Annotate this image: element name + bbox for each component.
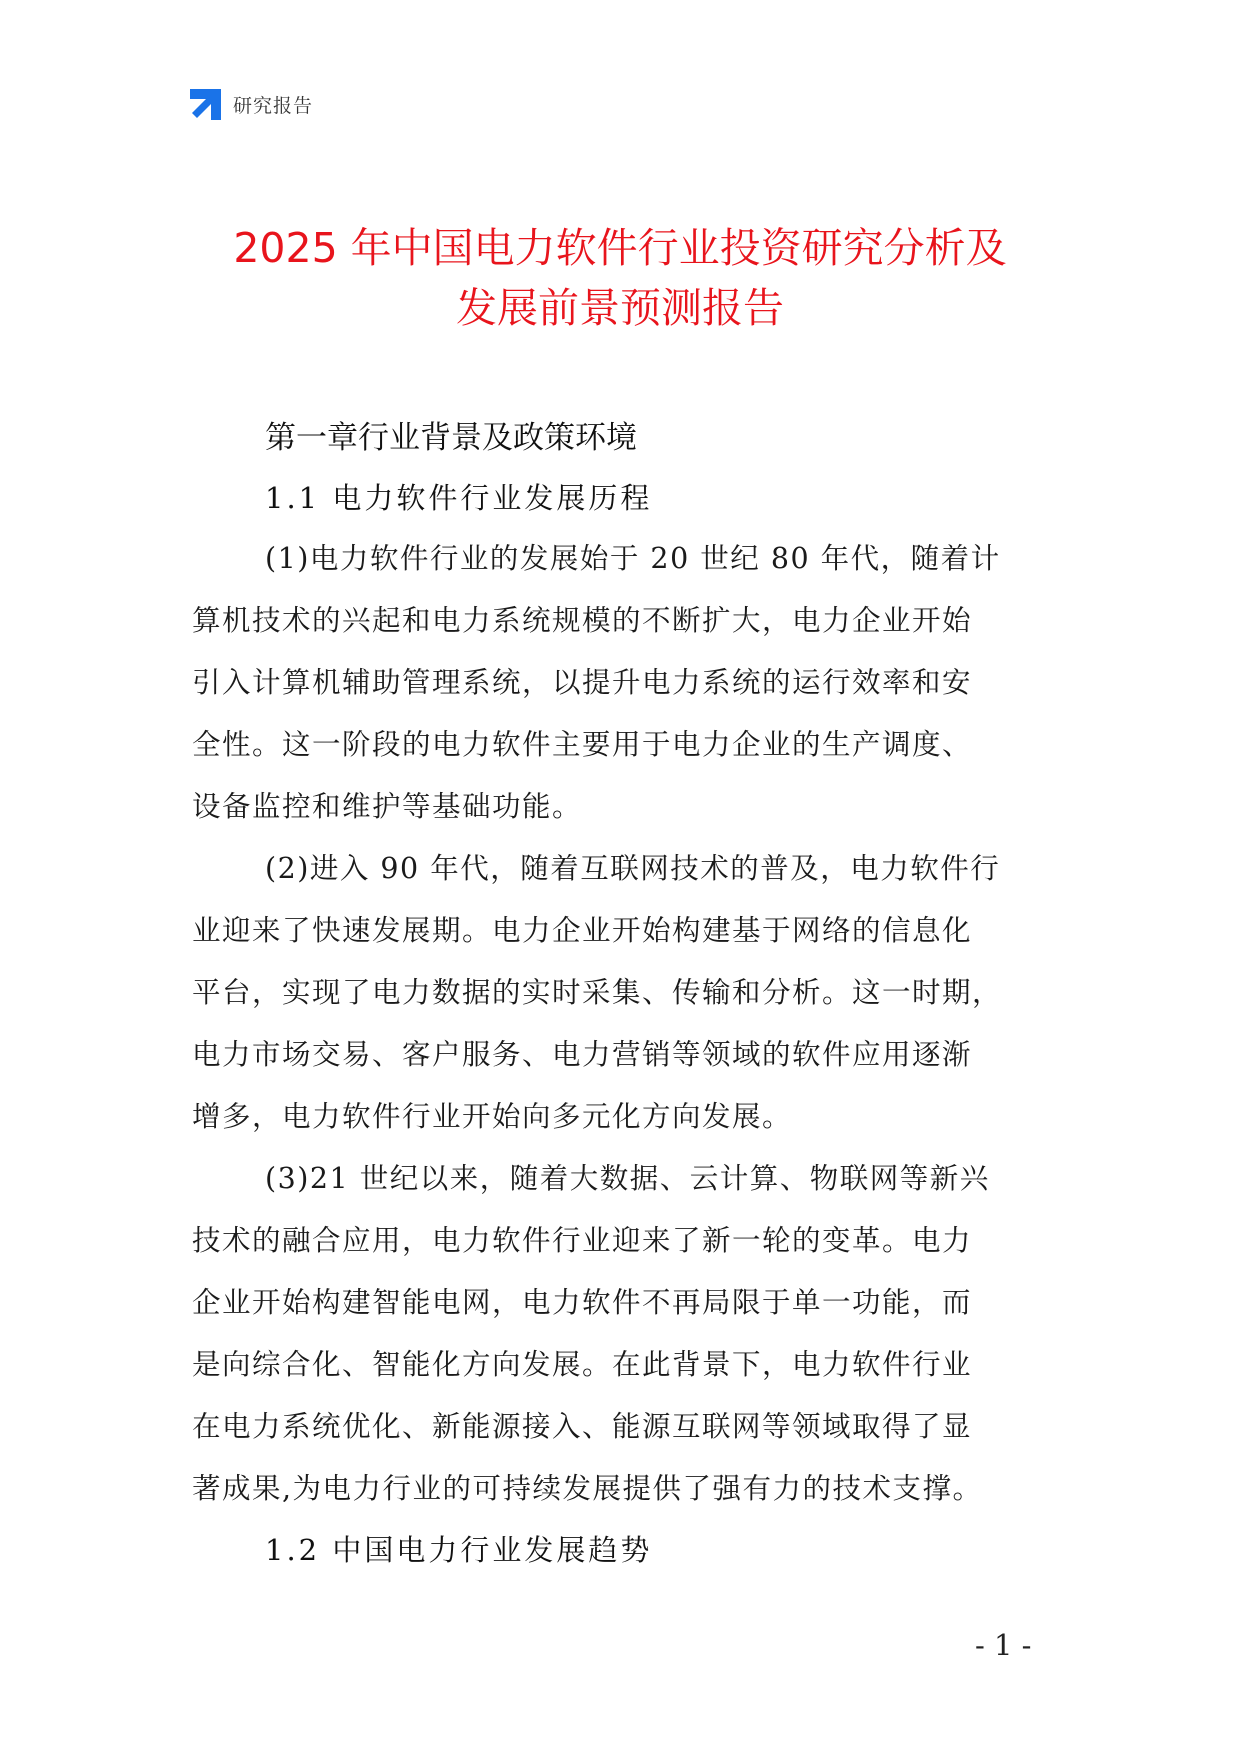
report-title (120, 218, 1120, 338)
paragraph-line: 技术的融合应用，电力软件行业迎来了新一轮的变革。电力 (192, 1224, 973, 1257)
paragraph-2 (192, 838, 1052, 1148)
paragraph-line: 业迎来了快速发展期。电力企业开始构建基于网络的信息化 (192, 914, 973, 947)
section-heading-1-2: 1.2 中国电力行业发展趋势 (265, 1533, 653, 1567)
paragraph-line: (2)进入 90 年代，随着互联网技术的普及，电力软件行 (265, 852, 1001, 885)
paragraph-line: 算机技术的兴起和电力系统规模的不断扩大，电力企业开始 (192, 604, 973, 637)
chapter-heading: 第一章行业背景及政策环境 (265, 420, 637, 456)
paragraph-line: (1)电力软件行业的发展始于 20 世纪 80 年代，随着计 (265, 542, 1001, 575)
header-label: 研究报告 (233, 94, 314, 117)
paragraph-3 (192, 1148, 1052, 1520)
paragraph-line: 引入计算机辅助管理系统，以提升电力系统的运行效率和安 (192, 666, 973, 699)
paragraph-line: 著成果,为电力行业的可持续发展提供了强有力的技术支撑。 (192, 1472, 983, 1505)
paragraph-line: 是向综合化、智能化方向发展。在此背景下，电力软件行业 (192, 1348, 973, 1381)
title-line-2: 发展前景预测报告 (456, 284, 784, 332)
paragraph-line: 电力市场交易、客户服务、电力营销等领域的软件应用逐渐 (192, 1038, 973, 1071)
title-line-1: 2025 年中国电力软件行业投资研究分析及 (233, 224, 1007, 272)
paragraph-line: 设备监控和维护等基础功能。 (192, 790, 583, 823)
paragraph-line: 增多，电力软件行业开始向多元化方向发展。 (192, 1100, 793, 1133)
paragraph-line: (3)21 世纪以来，随着大数据、云计算、物联网等新兴 (265, 1162, 990, 1195)
section-heading-1-1: 1.1 电力软件行业发展历程 (265, 481, 653, 515)
paragraph-line: 全性。这一阶段的电力软件主要用于电力企业的生产调度、 (192, 728, 973, 761)
arrow-logo-icon (190, 89, 221, 120)
paragraph-1 (192, 528, 1052, 838)
page-number: - 1 - (975, 1628, 1032, 1662)
paragraph-line: 平台，实现了电力数据的实时采集、传输和分析。这一时期， (192, 976, 1003, 1009)
paragraph-line: 在电力系统优化、新能源接入、能源互联网等领域取得了显 (192, 1410, 973, 1443)
paragraph-line: 企业开始构建智能电网，电力软件不再局限于单一功能，而 (192, 1286, 973, 1319)
document-header (190, 88, 313, 120)
